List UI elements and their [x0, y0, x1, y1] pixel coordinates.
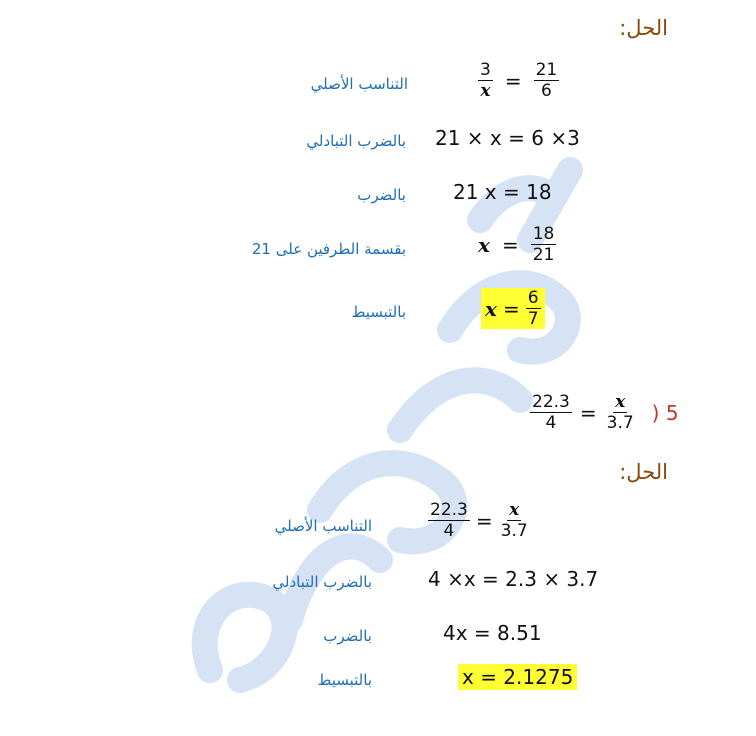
equals-sign: = — [501, 232, 519, 257]
step-label: بالضرب التبادلي — [306, 132, 406, 150]
step-label: بالضرب التبادلي — [272, 573, 372, 591]
problem-number-value: 5 — [665, 400, 679, 425]
step-label: بقسمة الطرفين على 21 — [251, 240, 406, 258]
denominator: 4 — [443, 521, 455, 541]
solution-heading-2: الحل: — [619, 460, 668, 484]
step-label: بالتبسيط — [351, 303, 406, 321]
solution-heading-1: الحل: — [619, 16, 668, 40]
variable: x — [478, 232, 490, 257]
denominator: 3.7 — [606, 413, 634, 433]
numerator: 22.3 — [430, 500, 468, 520]
fraction — [534, 60, 560, 101]
numerator: 21 — [535, 60, 558, 80]
denominator: x — [480, 81, 491, 101]
numerator: 18 — [532, 224, 555, 244]
equals-sign: = — [504, 68, 522, 93]
problem-number — [652, 401, 679, 425]
denominator: 3.7 — [500, 521, 528, 541]
step-label: التناسب الأصلي — [274, 517, 372, 535]
variable: x — [485, 296, 497, 321]
fraction — [531, 224, 557, 265]
step-label: بالضرب — [357, 186, 406, 204]
equals-sign: = — [475, 508, 493, 533]
denominator: 6 — [541, 81, 552, 101]
problem-5 — [530, 392, 679, 433]
fraction — [428, 500, 470, 541]
equation-divide — [478, 224, 556, 265]
fraction — [499, 500, 530, 541]
denominator: 4 — [545, 413, 557, 433]
denominator: 7 — [527, 309, 539, 329]
equation-cross-multiply: 21 × x = 6 ×3 — [435, 126, 580, 150]
step-label: التناسب الأصلي — [310, 75, 408, 93]
fraction — [530, 392, 572, 433]
equation-multiply-2: 4x = 8.51 — [443, 621, 542, 645]
equation-simplified-highlighted-2: x = 2.1275 — [458, 664, 577, 690]
fraction — [526, 288, 541, 329]
problem-paren: ) — [651, 400, 660, 425]
equation-multiply: 21 x = 18 — [453, 180, 552, 204]
equation-cross-multiply-2: 4 ×x = 2.3 × 3.7 — [428, 567, 599, 591]
step-label: بالتبسيط — [317, 671, 372, 689]
equation-original-proportion — [478, 60, 559, 101]
numerator: x — [509, 500, 520, 520]
numerator: 3 — [480, 60, 491, 80]
equation-simplified-highlighted — [481, 288, 545, 329]
fraction — [478, 60, 493, 101]
step-label: بالضرب — [323, 627, 372, 645]
denominator: 21 — [532, 245, 555, 265]
equals-sign: = — [579, 400, 597, 425]
fraction — [605, 392, 636, 433]
equation-original-proportion-2 — [428, 500, 530, 541]
numerator: 22.3 — [532, 392, 570, 412]
numerator: 6 — [527, 288, 539, 308]
equals-sign: = — [502, 296, 520, 321]
numerator: x — [615, 392, 626, 412]
